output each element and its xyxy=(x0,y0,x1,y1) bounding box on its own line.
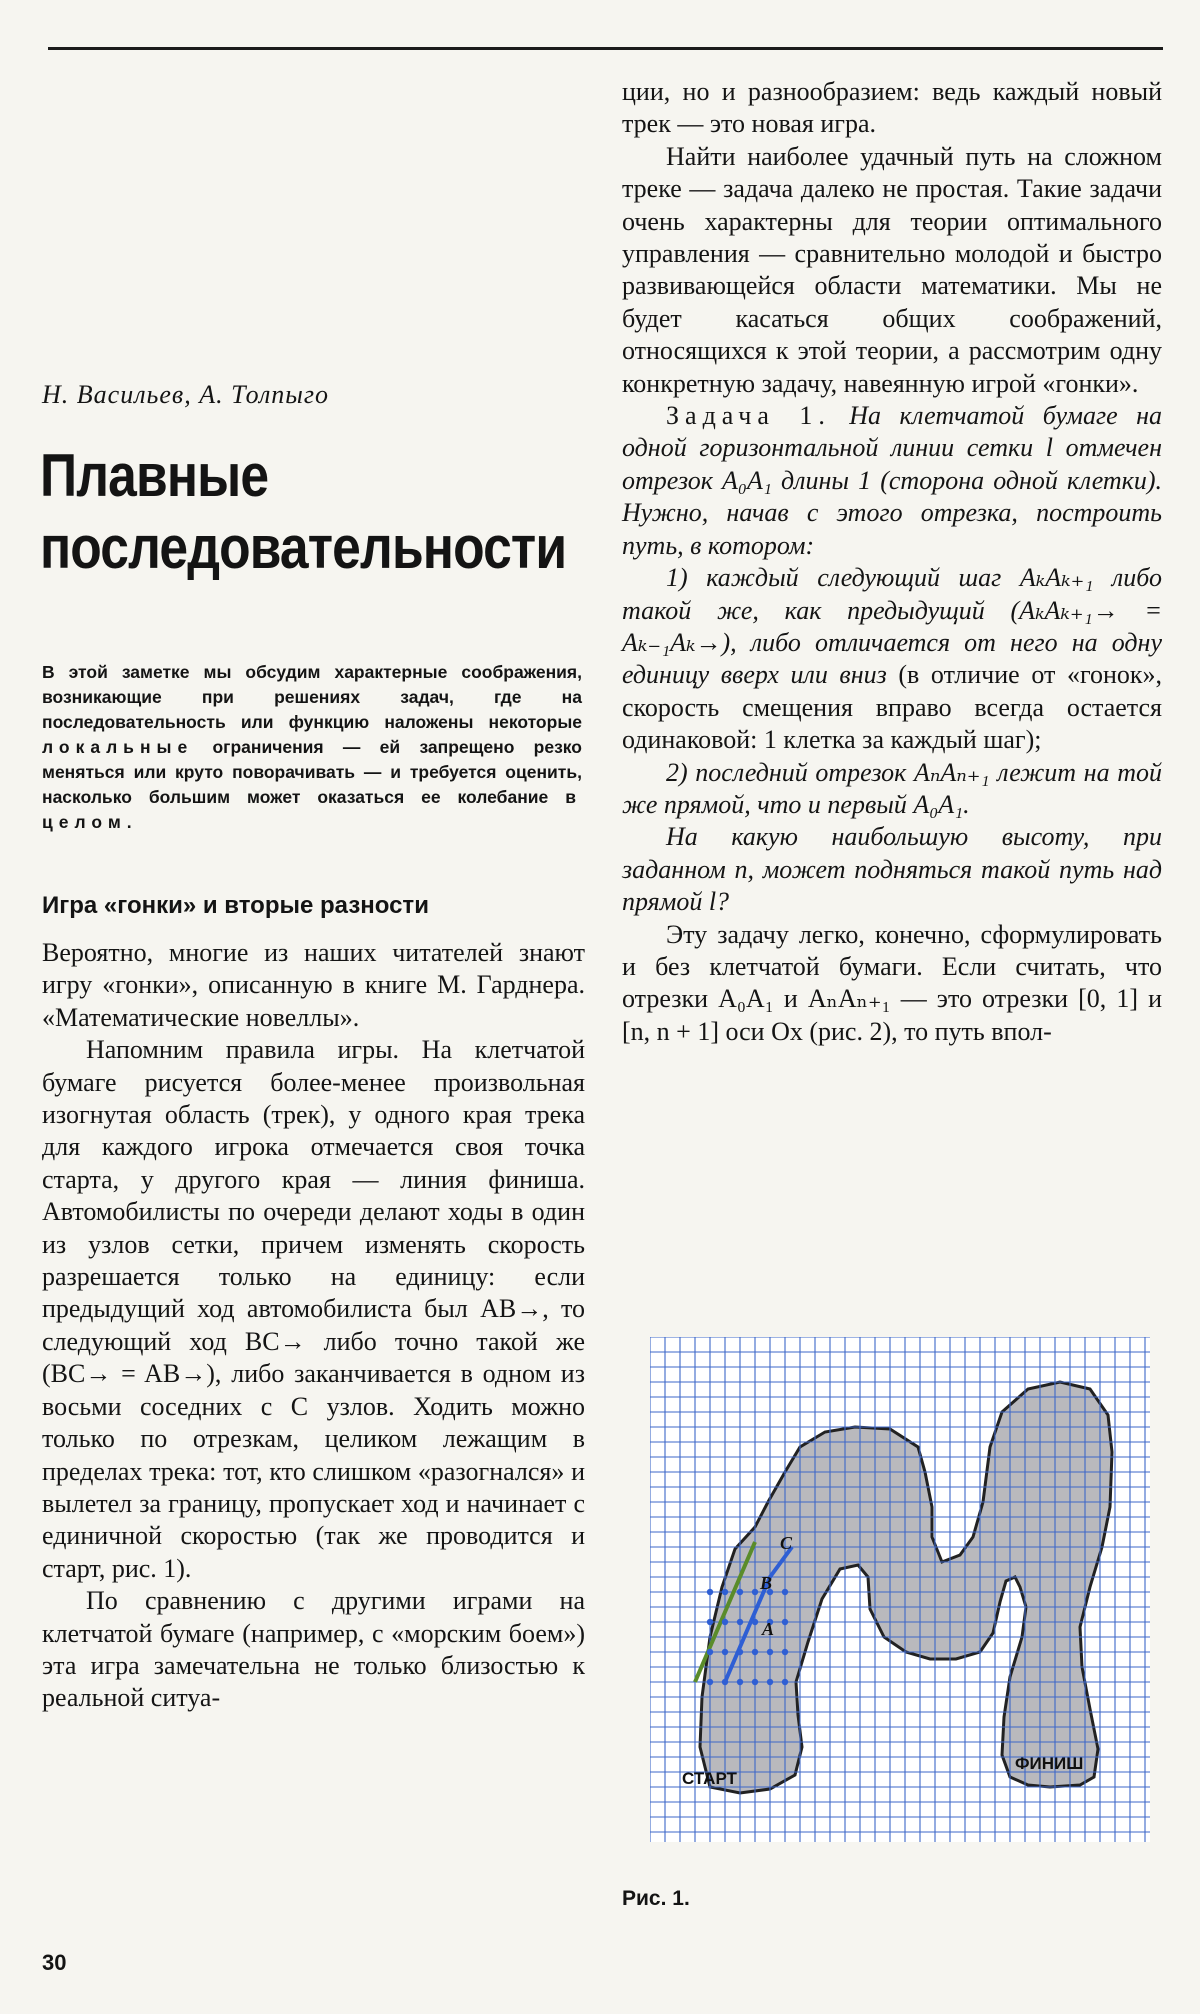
path-dot xyxy=(722,1589,728,1595)
left-paragraph-1: Вероятно, многие из наших читателей знают игру «гонки», описанную в книге М. Гарднера. «Математические новеллы». xyxy=(42,938,585,1032)
task-label: Задача 1. xyxy=(666,401,831,431)
figure-caption: Рис. 1. xyxy=(622,1887,690,1910)
abstract-spaced-2: в целом. xyxy=(42,787,582,832)
path-dot xyxy=(782,1619,788,1625)
task-text: На клетчатой бумаге на одной горизонтальной линии сетки l отмечен отрезок A₀A₁ длины 1 (сторона одной клетки). Нужно, начав с этого отрезка, построить путь, в котором: xyxy=(622,401,1162,560)
path-dot xyxy=(722,1679,728,1685)
path-dot xyxy=(707,1619,713,1625)
path-dot xyxy=(707,1679,713,1685)
path-dot xyxy=(737,1679,743,1685)
finish-label: ФИНИШ xyxy=(1015,1754,1084,1773)
path-dot xyxy=(722,1619,728,1625)
path-dot xyxy=(782,1679,788,1685)
abstract-part-2: ограничения — ей запрещено резко меняться или круто поворачивать — и требуется оценить, насколько большим может оказаться ее колебание xyxy=(42,737,582,807)
right-paragraph-2: Найти наиболее удачный путь на сложном треке — задача далеко не простая. Такие задачи очень характерны для теории оптимального управления — сравнительно молодой и быстро развивающейся области математики. Мы не будет касаться общих соображений, относящихся к этой теории, а рассмотрим одну конкретную задачу, навеянную игрой «гонки». xyxy=(622,141,1162,398)
condition-2: 2) последний отрезок AₙAₙ₊₁ лежит на той же прямой, что и первый A₀A₁. xyxy=(622,757,1162,819)
left-paragraph-3: По сравнению с другими играми на клетчатой бумаге (например, с «морским боем») эта игра замечательна не только близостью к реальной ситуа- xyxy=(42,1586,585,1713)
abstract-spaced-1: локальные xyxy=(42,737,194,757)
right-paragraph-3: Эту задачу легко, конечно, сформулировать и без клетчатой бумаги. Если считать, что отрезки A₀A₁ и AₙAₙ₊₁ — это отрезки [0, 1] и [n, n + 1] оси Ox (рис. 2), то путь впол- xyxy=(622,919,1162,1046)
abstract-part-1: В этой заметке мы обсудим характерные соображения, возникающие при решениях задач, где на последовательность или функцию наложены некоторые xyxy=(42,662,582,732)
path-dot xyxy=(782,1589,788,1595)
section-heading: Игра «гонки» и вторые разности xyxy=(42,892,429,919)
start-label: СТАРТ xyxy=(682,1769,737,1788)
path-dot xyxy=(722,1649,728,1655)
task-statement xyxy=(622,400,1162,562)
path-dot xyxy=(707,1649,713,1655)
left-column xyxy=(42,937,585,1715)
path-dot xyxy=(782,1649,788,1655)
condition-1 xyxy=(622,562,1162,756)
authors: Н. Васильев, А. Толпыго xyxy=(42,380,330,409)
abstract xyxy=(42,660,582,835)
figure-race-track xyxy=(650,1337,1150,1842)
path-dot xyxy=(752,1589,758,1595)
condition-1-normal: (в отличие от «гонок», скорость смещения вправо всегда остается одинаковой: 1 клетка за каждый шаг); xyxy=(622,660,1163,755)
right-paragraph-1: ции, но и разнообразием: ведь каждый новый трек — это новая игра. xyxy=(622,77,1162,139)
condition-1-italic: 1) каждый следующий шаг AₖAₖ₊₁ либо такой же, как предыдущий (AₖAₖ₊₁→ = Aₖ₋₁Aₖ→), либо отличается от него на одну единицу вверх или вниз xyxy=(622,563,1162,690)
top-rule xyxy=(48,47,1163,50)
path-dot xyxy=(752,1649,758,1655)
right-column xyxy=(622,76,1162,1048)
title-line-2: последовательности xyxy=(40,514,567,581)
path-dot xyxy=(707,1589,713,1595)
path-dot xyxy=(737,1589,743,1595)
page-number: 30 xyxy=(42,1950,67,1975)
left-paragraph-2: Напомним правила игры. На клетчатой бумаге рисуется более-менее произвольная изогнутая область (трек), у одного края трека для каждого игрока отмечается своя точка старта, у другого края — линия финиша. Автомобилисты по очереди делают ходы в один из узлов сетки, причем изменять скорость разрешается только на единицу: если предыдущий ход автомобилиста был AB→, то следующий ход BC→ либо точно такой же (BC→ = AB→), либо заканчивается в одном из восьми соседних с C узлов. Ходить можно только по отрезкам, целиком лежащим в пределах трека: тот, кто слишком «разогнался» и вылетел за границу, пропускает ход и начинает с единичной скоростью (так же проводится и старт, рис. 1). xyxy=(42,1035,585,1583)
task-question: На какую наибольшую высоту, при заданном n, может подняться такой путь над прямой l? xyxy=(622,822,1162,917)
label-point-c: C xyxy=(780,1533,793,1553)
path-dot xyxy=(737,1649,743,1655)
label-point-a: A xyxy=(762,1619,775,1639)
path-dot xyxy=(767,1679,773,1685)
path-dot xyxy=(752,1679,758,1685)
race-track-diagram xyxy=(650,1337,1150,1842)
label-point-b: B xyxy=(760,1573,773,1593)
path-dot xyxy=(752,1619,758,1625)
article-title xyxy=(40,440,567,584)
title-line-1: Плавные xyxy=(40,442,269,509)
path-dot xyxy=(767,1649,773,1655)
path-dot xyxy=(737,1619,743,1625)
